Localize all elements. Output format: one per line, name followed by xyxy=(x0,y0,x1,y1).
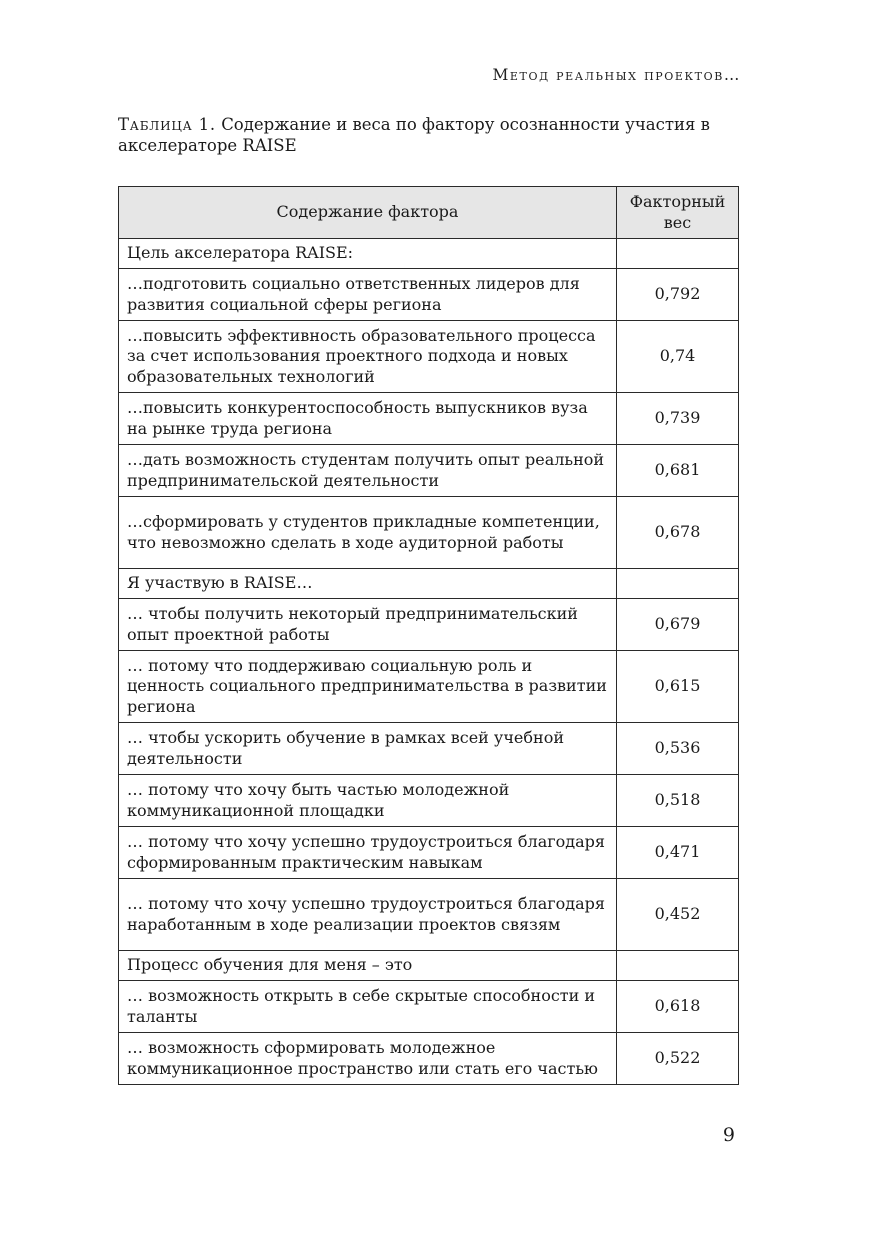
cell-weight: 0,471 xyxy=(617,827,739,879)
table-row xyxy=(119,599,739,651)
cell-weight: 0,792 xyxy=(617,269,739,321)
cell-content: … потому что поддерживаю социальную роль и ценность социального предпринимательства в развитии региона xyxy=(119,651,617,723)
table-row xyxy=(119,651,739,723)
cell-content: …повысить эффективность образовательного процесса за счет использования проектного подхода и новых образовательных технологий xyxy=(119,321,617,393)
table-row xyxy=(119,827,739,879)
table-caption-label: Таблица 1. xyxy=(118,115,216,134)
table-row-section xyxy=(119,239,739,269)
table-caption xyxy=(118,114,748,156)
cell-content: Процесс обучения для меня – это xyxy=(119,951,617,981)
header-content: Содержание фактора xyxy=(119,187,617,239)
table-header-row xyxy=(119,187,739,239)
table-row xyxy=(119,321,739,393)
table-row xyxy=(119,879,739,951)
cell-content: … чтобы ускорить обучение в рамках всей учебной деятельности xyxy=(119,723,617,775)
cell-weight: 0,678 xyxy=(617,497,739,569)
table-row xyxy=(119,445,739,497)
cell-content: … чтобы получить некоторый предпринимательский опыт проектной работы xyxy=(119,599,617,651)
cell-content: … возможность сформировать молодежное коммуникационное пространство или стать его частью xyxy=(119,1033,617,1085)
cell-weight: 0,739 xyxy=(617,393,739,445)
header-weight: Факторный вес xyxy=(617,187,739,239)
table-row xyxy=(119,775,739,827)
cell-weight: 0,522 xyxy=(617,1033,739,1085)
running-head: Метод реальных проектов… xyxy=(492,66,741,84)
table-row xyxy=(119,269,739,321)
cell-weight: 0,618 xyxy=(617,981,739,1033)
cell-weight: 0,681 xyxy=(617,445,739,497)
cell-weight: 0,74 xyxy=(617,321,739,393)
table-row-section xyxy=(119,951,739,981)
cell-weight: 0,536 xyxy=(617,723,739,775)
cell-content: … возможность открыть в себе скрытые способности и таланты xyxy=(119,981,617,1033)
cell-content: …подготовить социально ответственных лидеров для развития социальной сферы региона xyxy=(119,269,617,321)
cell-content: …сформировать у студентов прикладные компетенции, что невозможно сделать в ходе аудиторной работы xyxy=(119,497,617,569)
cell-content: … потому что хочу успешно трудоустроиться благодаря сформированным практическим навыкам xyxy=(119,827,617,879)
cell-weight xyxy=(617,569,739,599)
cell-weight xyxy=(617,951,739,981)
factor-weights-table xyxy=(118,186,739,1085)
table-row xyxy=(119,723,739,775)
table-caption-text: Содержание и веса по фактору осознанности участия в акселераторе RAISE xyxy=(118,115,710,155)
cell-content: …дать возможность студентам получить опыт реальной предпринимательской деятельности xyxy=(119,445,617,497)
table-row-section xyxy=(119,569,739,599)
table-row xyxy=(119,393,739,445)
table-row xyxy=(119,981,739,1033)
cell-weight: 0,679 xyxy=(617,599,739,651)
cell-weight: 0,615 xyxy=(617,651,739,723)
table-row xyxy=(119,1033,739,1085)
table-row xyxy=(119,497,739,569)
page-number: 9 xyxy=(722,1124,735,1146)
cell-content: …повысить конкурентоспособность выпускников вуза на рынке труда региона xyxy=(119,393,617,445)
cell-content: … потому что хочу успешно трудоустроиться благодаря наработанным в ходе реализации проектов связям xyxy=(119,879,617,951)
cell-content: Цель акселератора RAISE: xyxy=(119,239,617,269)
cell-content: Я участвую в RAISE… xyxy=(119,569,617,599)
cell-weight xyxy=(617,239,739,269)
cell-weight: 0,518 xyxy=(617,775,739,827)
cell-content: … потому что хочу быть частью молодежной коммуникационной площадки xyxy=(119,775,617,827)
cell-weight: 0,452 xyxy=(617,879,739,951)
